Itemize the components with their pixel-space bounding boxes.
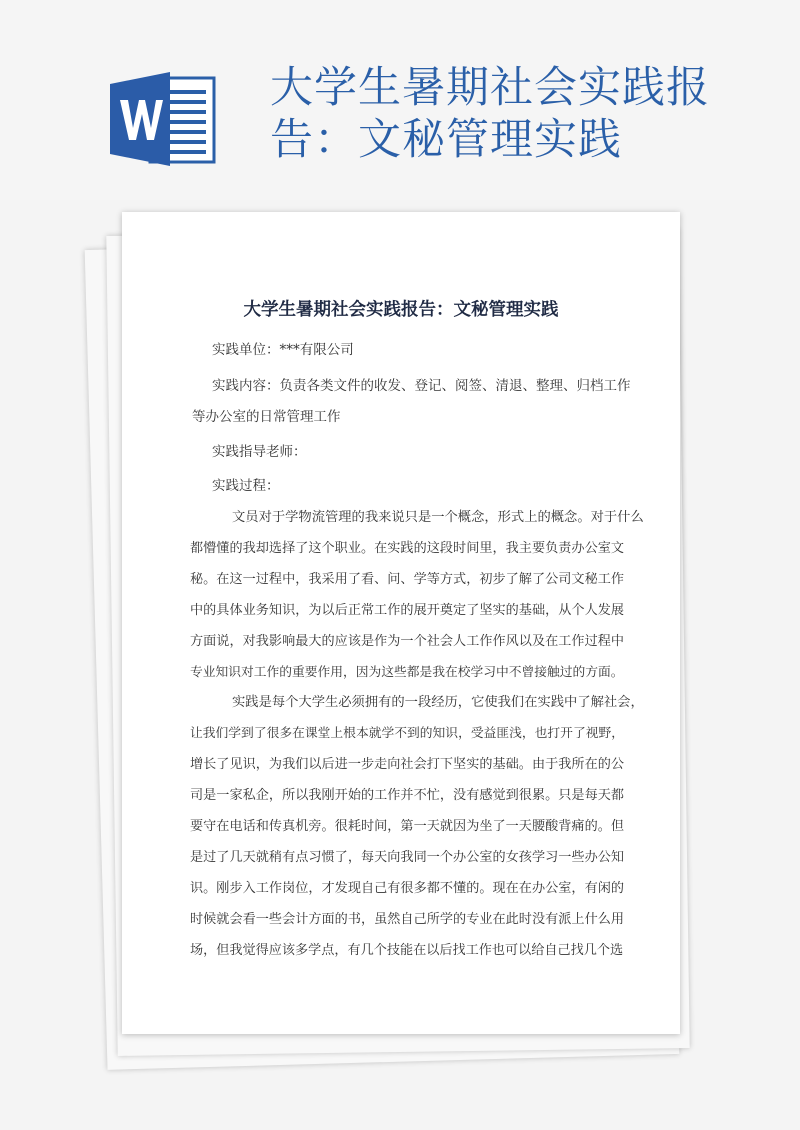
practice-content-line2: 等办公室的日常管理工作 [192, 409, 341, 425]
paragraph-1-line: 文员对于学物流管理的我来说只是一个概念，形式上的概念。对于什么 [232, 510, 644, 525]
paragraph-1-line: 方面说，对我影响最大的应该是作为一个社会人工作作风以及在工作过程中 [190, 634, 624, 649]
paragraph-2-line: 实践是每个大学生必须拥有的一段经历，它使我们在实践中了解社会， [232, 695, 644, 710]
practice-content-line1: 实践内容：负责各类文件的收发、登记、阅签、清退、整理、归档工作 [212, 378, 631, 394]
paragraph-2-line: 司是一家私企，所以我刚开始的工作并不忙，没有感觉到很累。只是每天都 [190, 788, 624, 803]
paragraph-2-line: 要守在电话和传真机旁。很耗时间，第一天就因为坐了一天腰酸背痛的。但 [190, 819, 624, 834]
paragraph-1-line: 都懵懂的我却选择了这个职业。在实践的这段时间里，我主要负责办公室文 [190, 541, 624, 556]
paragraph-2-line: 增长了见识，为我们以后进一步走向社会打下坚实的基础。由于我所在的公 [190, 757, 624, 772]
paragraph-2-line: 场，但我觉得应该多学点，有几个技能在以后找工作也可以给自己找几个选 [190, 943, 624, 958]
paragraph-1-line: 中的具体业务知识，为以后正常工作的展开奠定了坚实的基础，从个人发展 [190, 603, 624, 618]
paragraph-2-line: 是过了几天就稍有点习惯了，每天向我同一个办公室的女孩学习一些办公知 [190, 850, 624, 865]
header-title [270, 62, 740, 166]
paragraph-2-line: 时候就会看一些会计方面的书，虽然自己所学的专业在此时没有派上什么用 [190, 912, 624, 927]
paragraph-1-line: 专业知识对工作的重要作用，因为这些都是我在校学习中不曾接触过的方面。 [190, 665, 624, 680]
document-page [122, 212, 680, 1034]
paragraph-2-line: 让我们学到了很多在课堂上根本就学不到的知识，受益匪浅，也打开了视野， [190, 726, 624, 741]
word-document-icon [110, 72, 216, 166]
paragraph-1-line: 秘。在这一过程中，我采用了看、问、学等方式，初步了解了公司文秘工作 [190, 572, 624, 587]
practice-process: 实践过程： [212, 478, 280, 494]
paragraph-2-line: 识。刚步入工作岗位，才发现自己有很多都不懂的。现在在办公室，有闲的 [190, 881, 624, 896]
practice-unit: 实践单位：***有限公司 [212, 342, 354, 358]
paragraph-2 [190, 687, 644, 966]
header-title-line1: 大学生暑期社会实践报 [270, 63, 710, 113]
paragraph-1 [190, 502, 644, 688]
practice-teacher: 实践指导老师： [212, 444, 307, 460]
document-title: 大学生暑期社会实践报告：文秘管理实践 [243, 300, 559, 320]
header-title-line2: 告：文秘管理实践 [270, 115, 622, 165]
